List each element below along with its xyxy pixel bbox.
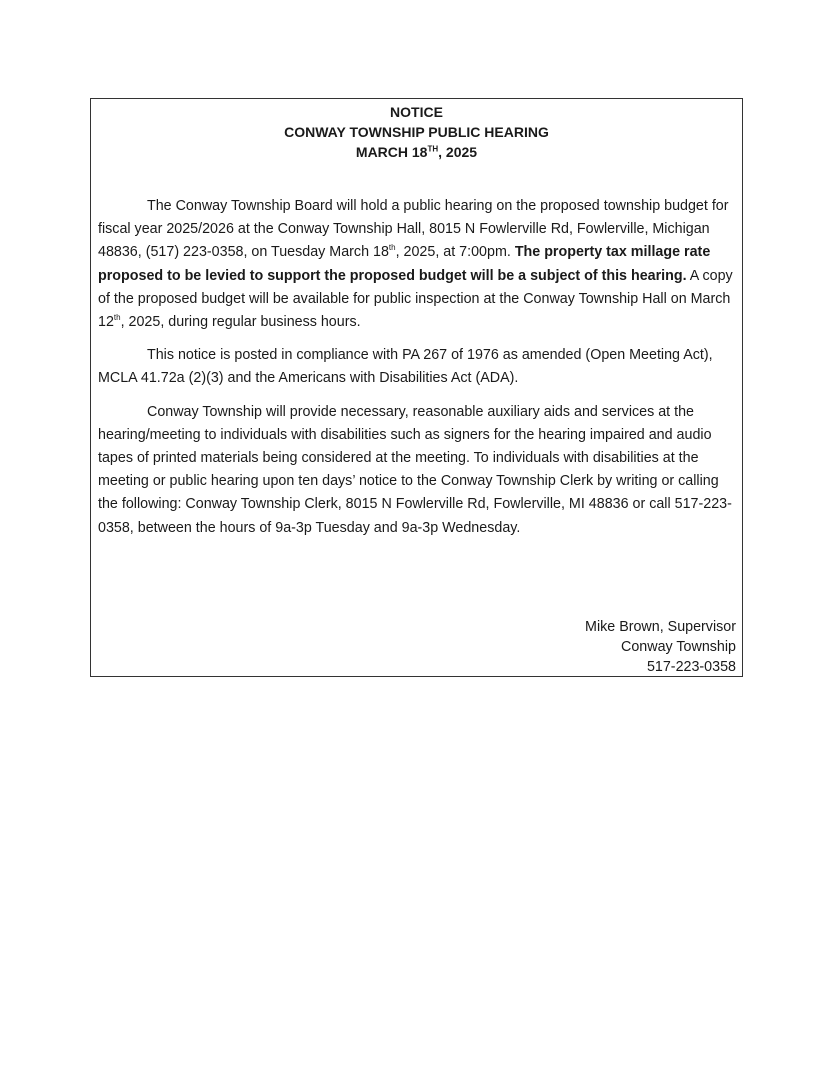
para1-text-c: A copy of the proposed budget will be available for public inspection at the Conway Township Hall on March 12 (98, 267, 733, 331)
para1-text-a: The Conway Township Board will hold a public hearing on the proposed township budget for fiscal year 2025/2026 at the Conway Township Hall, 8015 N Fowlerville Rd, Fowlerville, Michigan 48836, (517) 223-0358, on Tuesday March 18 (98, 198, 729, 261)
heading-date-main: MARCH 18 (355, 144, 428, 160)
paragraph-hearing-details (98, 195, 735, 334)
notice-box (90, 98, 743, 677)
para1-text-b: , 2025, at 7:00pm. (395, 244, 515, 261)
signature-name: Mike Brown, Supervisor (585, 619, 736, 635)
para1-sup-a: th (388, 243, 396, 253)
signature-block (585, 617, 736, 677)
heading-notice: NOTICE (390, 104, 443, 120)
heading-title: CONWAY TOWNSHIP PUBLIC HEARING (284, 124, 549, 140)
signature-org: Conway Township (621, 639, 736, 655)
notice-heading (98, 102, 735, 162)
heading-date (98, 142, 735, 162)
heading-date-year: , 2025 (438, 144, 478, 160)
heading-date-suffix: TH (427, 144, 439, 154)
signature-phone: 517-223-0358 (646, 659, 736, 675)
para1-bold-statement: The property tax millage rate proposed to be levied to support the proposed budget will be a subject of this hearing. (98, 244, 711, 284)
para1-sup-b: th (113, 313, 121, 323)
para1-text-d: , 2025, during regular business hours. (120, 314, 361, 331)
paragraph-compliance: This notice is posted in compliance with PA 267 of 1976 as amended (Open Meeting Act), MCLA 41.72a (2)(3) and the Americans with Disabilities Act (ADA). (98, 347, 713, 387)
paragraph-accessibility: Conway Township will provide necessary, reasonable auxiliary aids and services at the hearing/meeting to individuals with disabilities such as signers for the hearing impaired and audio tapes of printed materials being considered at the meeting. To individuals with disabilities at the meeting or public hearing upon ten days’ notice to the Conway Township Clerk by writing or calling the following: Conway Township Clerk, 8015 N Fowlerville Rd, Fowlerville, MI 48836 or call 517-223-0358, between the hours of 9a-3p Tuesday and 9a-3p Wednesday. (98, 403, 732, 536)
